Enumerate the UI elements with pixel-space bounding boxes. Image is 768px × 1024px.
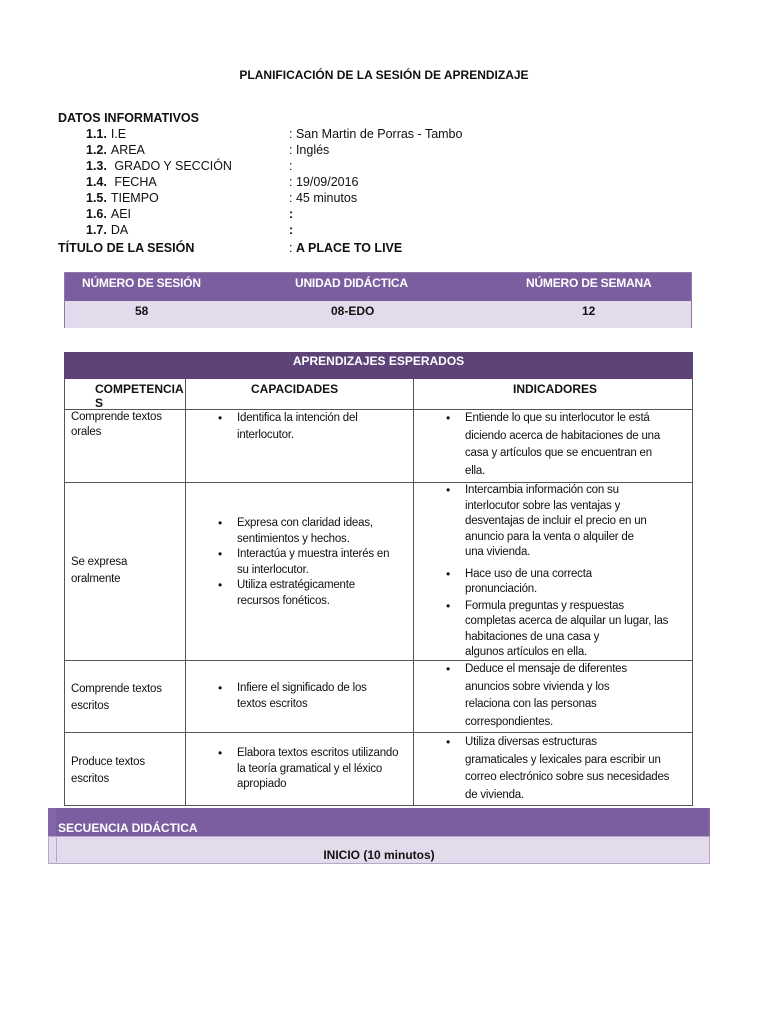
datos-item-fecha-label: 1.4. FECHA <box>86 175 157 189</box>
list-item: • Infiere el significado de los textos escritos <box>213 681 413 712</box>
datos-item-tiempo-value: : 45 minutos <box>289 191 358 205</box>
list-item: • Utiliza diversas estructuras gramaticales y lexicales para escribir un correo electrónico sobre sus necesidades de vivienda. <box>441 734 693 804</box>
secuencia-title: SECUENCIA DIDÁCTICA <box>58 821 198 835</box>
titulo-sesion-label: TÍTULO DE LA SESIÓN <box>58 241 195 255</box>
indicadores-list <box>441 483 693 661</box>
datos-item-aei-label: 1.6. AEI <box>86 207 132 221</box>
session-info-table <box>64 272 692 328</box>
grid-line <box>64 732 693 733</box>
grid-line <box>64 379 65 806</box>
competencia-cell: Comprende textos orales <box>71 411 162 438</box>
value-numero-sesion: 58 <box>135 304 149 318</box>
header-capacidades: CAPACIDADES <box>251 382 339 396</box>
session-table-data-row <box>65 301 691 328</box>
aprendizajes-title: APRENDIZAJES ESPERADOS <box>292 354 465 368</box>
aprendizajes-table <box>64 379 693 806</box>
list-item: • Deduce el mensaje de diferentes anuncios sobre vivienda y los relaciona con las personas correspondientes. <box>441 661 693 731</box>
datos-informativos-heading: DATOS INFORMATIVOS <box>58 111 199 125</box>
grid-line <box>185 379 186 806</box>
datos-item-area-value: : Inglés <box>289 143 330 157</box>
datos-item-da-value: : <box>289 223 294 237</box>
header-indicadores: INDICADORES <box>513 382 598 396</box>
indicadores-list <box>441 661 693 731</box>
header-numero-semana: NÚMERO DE SEMANA <box>526 276 652 290</box>
datos-item-ie-label: 1.1. I.E <box>86 127 127 141</box>
list-item: • Intercambia información con su interlocutor sobre las ventajas y desventajas de incluir el precio en un anuncio para la venta o alquiler de una vivienda. <box>441 483 693 561</box>
list-item: • Interactúa y muestra interés en su interlocutor. <box>213 547 413 578</box>
datos-item-tiempo-label: 1.5. TIEMPO <box>86 191 159 205</box>
datos-item-area-label: 1.2. AREA <box>86 143 145 157</box>
list-item: • Hace uso de una correcta pronunciación. <box>441 567 693 598</box>
capacidades-list <box>213 516 413 609</box>
list-item: • Utiliza estratégicamente recursos fonéticos. <box>213 578 413 609</box>
header-competencias: COMPETENCIA S <box>95 382 184 410</box>
document-title: PLANIFICACIÓN DE LA SESIÓN DE APRENDIZAJE <box>239 68 529 82</box>
list-item: • Elabora textos escritos utilizando la teoría gramatical y el léxico apropiado <box>213 746 413 793</box>
header-numero-sesion: NÚMERO DE SESIÓN <box>82 276 201 290</box>
value-unidad-didactica: 08-EDO <box>331 304 375 318</box>
capacidades-list <box>213 410 413 443</box>
grid-line <box>413 379 414 806</box>
datos-item-da-label: 1.7. DA <box>86 223 129 237</box>
titulo-sesion-value: : A PLACE TO LIVE <box>289 241 403 255</box>
list-item: • Identifica la intención del interlocutor. <box>213 410 413 443</box>
datos-item-grado-value: : <box>289 159 293 173</box>
datos-item-fecha-value: : 19/09/2016 <box>289 175 359 189</box>
datos-item-aei-value: : <box>289 207 294 221</box>
capacidades-list <box>213 746 413 793</box>
datos-item-ie-value: : San Martin de Porras - Tambo <box>289 127 463 141</box>
competencia-cell: Comprende textos escritos <box>71 683 162 712</box>
header-unidad-didactica: UNIDAD DIDÁCTICA <box>295 276 408 290</box>
competencia-cell: Se expresa oralmente <box>71 556 128 585</box>
list-item: • Entiende lo que su interlocutor le está diciendo acerca de habitaciones de una casa y artículos que se encuentran en ella. <box>441 410 693 480</box>
indicadores-list <box>441 410 693 480</box>
datos-item-grado-label: 1.3. GRADO Y SECCIÓN <box>86 159 232 173</box>
indicadores-list <box>441 734 693 804</box>
list-item: • Formula preguntas y respuestas completas acerca de alquilar un lugar, las habitaciones de una casa y algunos artículos en ella. <box>441 599 693 661</box>
value-numero-semana: 12 <box>582 304 596 318</box>
competencia-cell: Produce textos escritos <box>71 756 145 785</box>
grid-line <box>64 805 693 806</box>
inicio-label: INICIO (10 minutos) <box>323 848 435 862</box>
capacidades-list <box>213 681 413 712</box>
list-item: • Expresa con claridad ideas, sentimientos y hechos. <box>213 516 413 547</box>
